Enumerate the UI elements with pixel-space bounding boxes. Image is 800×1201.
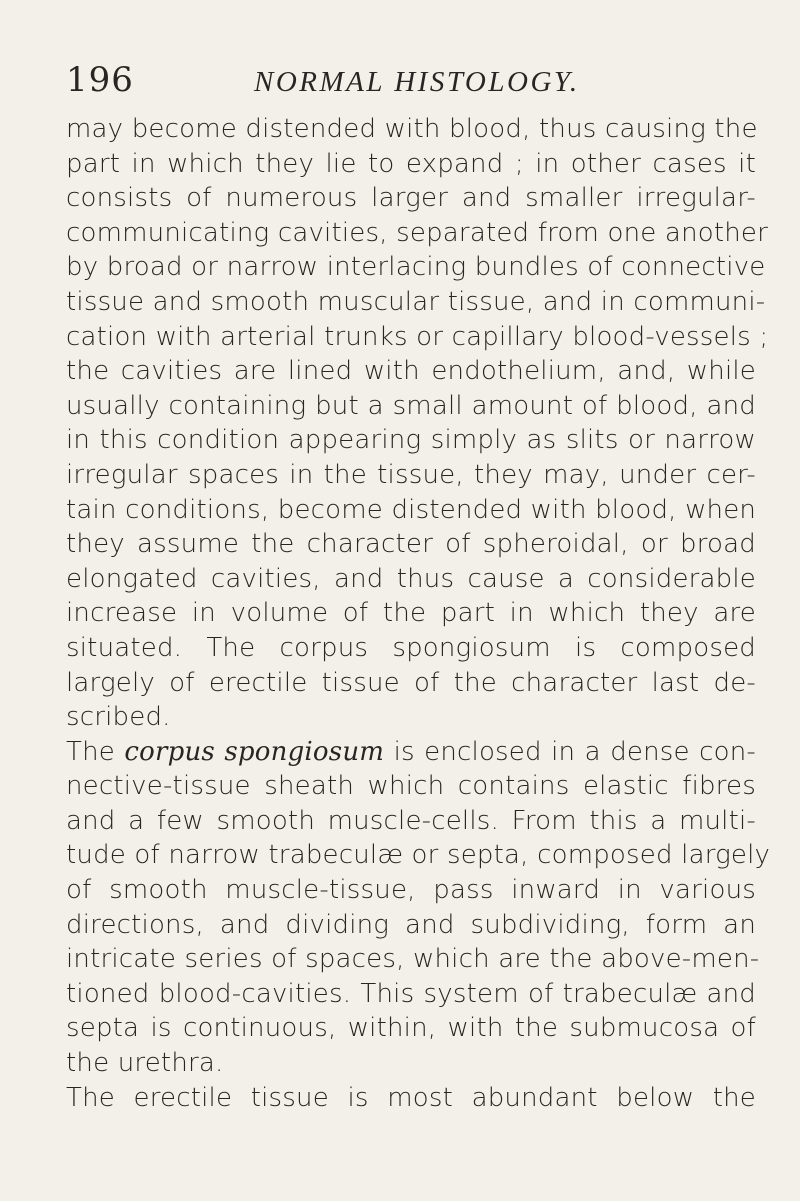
text-line: tissue and smooth muscular tissue, and in communi- [66, 286, 766, 317]
text-line: scribed. [66, 702, 171, 733]
paragraph-start-line [66, 735, 756, 770]
text-line: may become distended with blood, thus causing the [66, 114, 758, 144]
text-line: of smooth muscle-tissue, pass inward in various [66, 875, 756, 906]
italic-term: corpus spongiosum [124, 736, 385, 767]
text-line: intricate series of spaces, which are the above-men- [66, 944, 760, 975]
paragraph-start-line: The erectile tissue is most abundant below the [66, 1082, 756, 1113]
text-line: communicating cavities, separated from one another [66, 217, 769, 248]
text-line: by broad or narrow interlacing bundles of connective [66, 252, 766, 283]
text-line: the cavities are lined with endothelium, and, while [66, 356, 756, 387]
text-span: The [66, 736, 125, 767]
running-head [66, 60, 746, 100]
text-line: elongated cavities, and thus cause a considerable [66, 563, 756, 594]
text-line: tain conditions, become distended with blood, when [66, 494, 757, 525]
text-line: cation with arterial trunks or capillary blood-vessels ; [66, 321, 769, 352]
running-title: NORMAL HISTOLOGY. [254, 66, 580, 98]
text-line: the urethra. [66, 1048, 224, 1079]
text-line: largely of erectile tissue of the character last de- [66, 667, 756, 698]
body-text [66, 112, 771, 1115]
text-line: directions, and dividing and subdividing, form an [66, 909, 756, 940]
text-line: tude of narrow trabeculæ or septa, composed largely [66, 840, 771, 871]
page-number: 196 [66, 60, 134, 100]
text-line: irregular spaces in the tissue, they may, under cer- [66, 459, 756, 490]
text-line: consists of numerous larger and smaller irregular- [66, 183, 756, 214]
text-line: in this condition appearing simply as slits or narrow [66, 425, 756, 456]
text-line: nective-tissue sheath which contains elastic fibres [66, 771, 756, 802]
text-line: increase in volume of the part in which they are [66, 598, 756, 629]
text-line: and a few smooth muscle-cells. From this a multi- [66, 805, 756, 836]
text-line: part in which they lie to expand ; in other cases it [66, 148, 756, 179]
text-line: they assume the character of spheroidal, or broad [66, 529, 756, 560]
text-span: is enclosed in a dense con- [384, 736, 757, 767]
text-line: septa is continuous, within, with the submucosa of [66, 1013, 756, 1044]
text-line: situated. The corpus spongiosum is composed [66, 632, 756, 663]
text-line: tioned blood-cavities. This system of trabeculæ and [66, 978, 756, 1009]
text-line: usually containing but a small amount of blood, and [66, 390, 756, 421]
